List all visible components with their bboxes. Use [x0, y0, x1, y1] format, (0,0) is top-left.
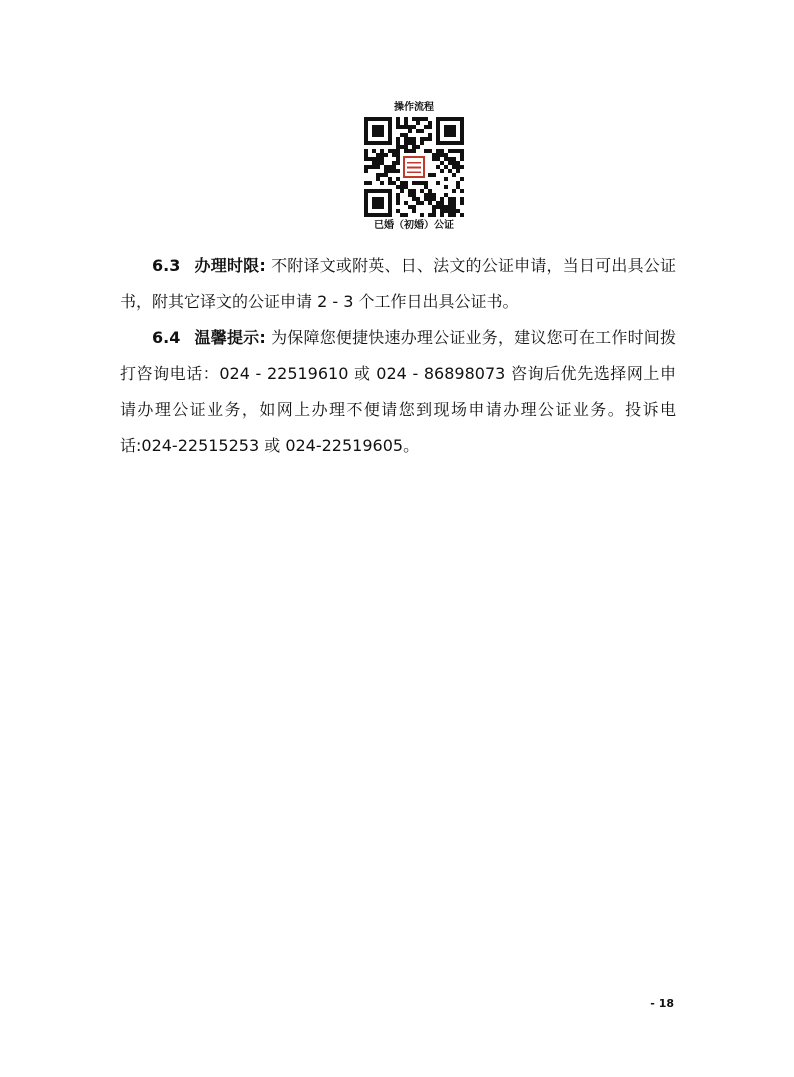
qr-code-icon [364, 117, 464, 217]
section-6-3 [120, 248, 676, 320]
section-6-4 [120, 320, 676, 464]
section-text: 为保障您便捷快速办理公证业务，建议您可在工作时间拨打咨询电话：024 - 22519610 或 024 - 86898073 咨询后优先选择网上申请办理公证业务，如网上办理不便请您到现场申请办理公证业务。投诉电话:024-22515253 或 024-22519605。 [120, 328, 676, 455]
section-label: 温馨提示: [194, 328, 266, 347]
page-number: - 18 [650, 997, 674, 1010]
section-label: 办理时限: [194, 256, 266, 275]
document-body [120, 248, 676, 464]
section-text: 不附译文或附英、日、法文的公证申请，当日可出具公证书，附其它译文的公证申请 2 - 3 个工作日出具公证书。 [120, 256, 676, 311]
qr-caption-bottom: 已婚（初婚）公证 [374, 220, 454, 231]
qr-code-block [352, 102, 476, 232]
qr-caption-top: 操作流程 [394, 102, 434, 113]
section-number: 6.3 [152, 256, 181, 275]
section-number: 6.4 [152, 328, 181, 347]
